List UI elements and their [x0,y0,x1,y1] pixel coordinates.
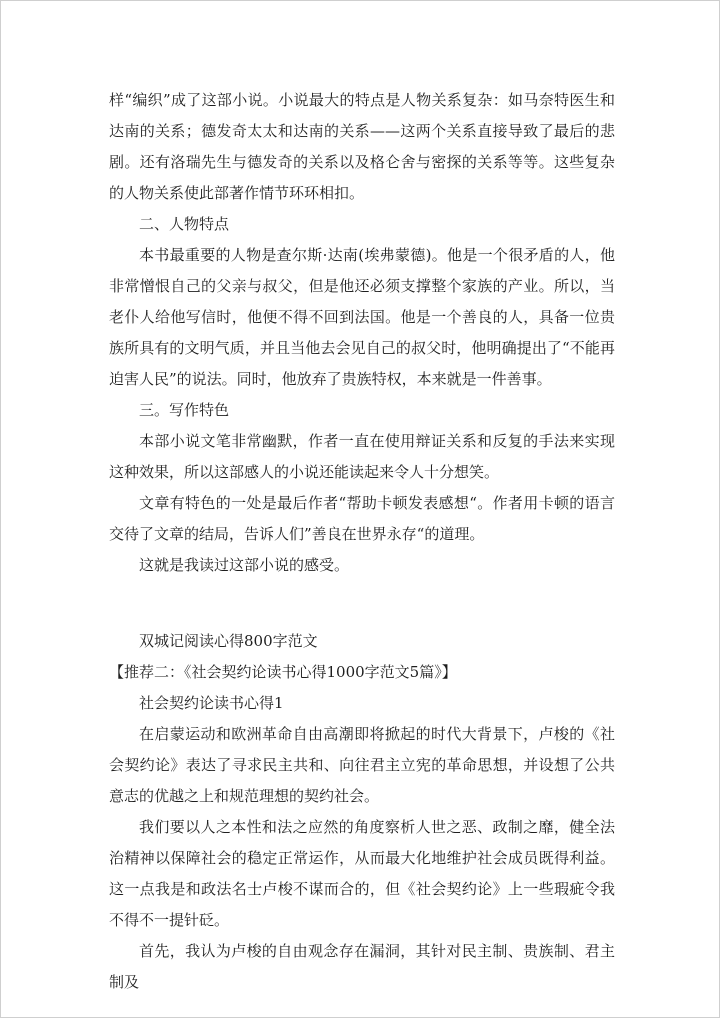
paragraph-ending: 文章有特色的一处是最后作者“帮助卡顿发表感想“。作者用卡顿的语言交待了文章的结局，告诉人们”善良在世界永存“的道理。 [109,494,615,543]
paragraph-conclusion: 这就是我读过这部小说的感受。 [139,556,350,574]
paragraph-writing-style: 本部小说文笔非常幽默，作者一直在使用辩证关系和反复的手法来实现这种效果，所以这部感人的小说还能读起来令人十分想笑。 [109,432,615,481]
paragraph-freedom: 首先，我认为卢梭的自由观念存在漏洞，其针对民主制、贵族制、君主制及 [109,942,615,991]
essay-subtitle: 社会契约论读书心得1 [139,694,284,712]
document-body [109,85,615,998]
paragraph-rule-of-law: 我们要以人之本性和法之应然的角度察析人世之恶、政制之靡，健全法治精神以保障社会的稳定正常运作，从而最大化地维护社会成员既得利益。这一点我是和政法名士卢梭不谋而合的，但《社会契约论》上一些瑕疵令我不得不一提针砭。 [109,818,615,929]
section-gap [109,581,615,626]
paragraph-relations: 样“编织”成了这部小说。小说最大的特点是人物关系复杂：如马奈特医生和达南的关系；德发奇太太和达南的关系——这两个关系直接导致了最后的悲剧。还有洛瑞先生与德发奇的关系以及格仑舍与密探的关系等等。这些复杂的人物关系使此部著作情节环环相扣。 [109,91,615,202]
heading-writing: 三。写作特色 [139,401,230,419]
heading-characters: 二、人物特点 [139,215,230,233]
paragraph-characters: 本书最重要的人物是查尔斯·达南(埃弗蒙德)。他是一个很矛盾的人，他非常憎恨自己的父亲与叔父，但是他还必须支撑整个家族的产业。所以，当老仆人给他写信时，他便不得不回到法国。他是一个善良的人，具备一位贵族所具有的文明气质，并且当他去会见自己的叔父时，他明确提出了“不能再迫害人民”的说法。同时，他放弃了贵族特权，本来就是一件善事。 [109,246,615,388]
essay-title: 双城记阅读心得800字范文 [139,632,318,650]
recommendation-line: 【推荐二：《社会契约论读书心得1000字范文5篇》】 [109,663,457,681]
paragraph-enlightenment: 在启蒙运动和欧洲革命自由高潮即将掀起的时代大背景下，卢梭的《社会契约论》表达了寻求民主共和、向往君主立宪的革命思想，并设想了公共意志的优越之上和规范理想的契约社会。 [109,725,615,805]
